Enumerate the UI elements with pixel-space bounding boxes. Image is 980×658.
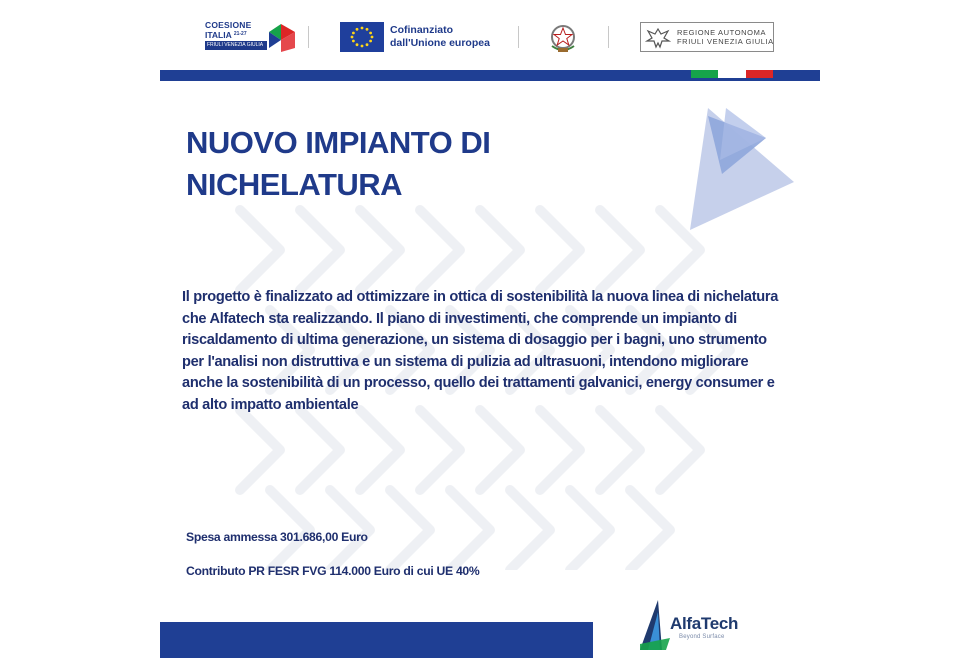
project-description: Il progetto è finalizzato ad ottimizzare in ottica di sostenibilità la nuova linea di nichelatura che Alfatech sta realizzando. Il piano di investimenti, che comprende un impianto di riscaldamento di ultima generazione, un sistema di dosaggio per i bagni, uno strumento per l'analisi non distruttiva e un sistema di pulizia ad ultrasuoni, intendono migliorare anche la sostenibilità di un processo, quello dei trattamenti galvanici, energy consumer e ad alto impatto ambientale	[182, 289, 779, 413]
brand-tagline: Beyond Surface	[679, 634, 725, 640]
regione-fvg-logo	[640, 22, 774, 52]
brand-name: AlfaTech	[670, 614, 739, 633]
coesione-italia: ITALIA	[205, 30, 232, 40]
alfatech-mark-icon	[636, 598, 672, 652]
flag-green-stripe	[691, 70, 718, 78]
title-line2: NICHELATURA	[186, 167, 403, 202]
italian-republic-emblem-icon	[548, 22, 578, 54]
page-title	[186, 122, 626, 206]
bottom-band	[160, 622, 593, 658]
coesione-years: 21-27	[233, 31, 247, 37]
coesione-arrow-icon	[267, 22, 297, 52]
decorative-triangles-icon	[686, 104, 798, 234]
coesione-italia-logo	[205, 20, 297, 54]
header-divider	[518, 26, 519, 48]
eu-line1: Cofinanziato	[390, 24, 453, 36]
flag-white-stripe	[718, 70, 746, 78]
title-line1: NUOVO IMPIANTO DI	[186, 125, 491, 160]
eu-cofunding-label	[390, 24, 490, 50]
region-line2: FRIULI VENEZIA GIULIA	[677, 37, 774, 46]
coesione-line2	[205, 30, 247, 40]
eu-flag-icon	[340, 22, 384, 52]
header-divider	[608, 26, 609, 48]
alfatech-logo	[636, 598, 756, 652]
eu-line2: dall'Unione europea	[390, 37, 490, 49]
coesione-line1: COESIONE	[205, 20, 252, 30]
header-divider	[308, 26, 309, 48]
spesa-ammessa: Spesa ammessa 301.686,00 Euro	[186, 530, 368, 544]
coesione-tag: FRIULI VENEZIA GIULIA	[205, 41, 267, 50]
contributo: Contributo PR FESR FVG 114.000 Euro di cui UE 40%	[186, 564, 480, 578]
flag-red-stripe	[746, 70, 773, 78]
region-line1: REGIONE AUTONOMA	[677, 28, 767, 37]
eagle-icon	[645, 26, 671, 50]
